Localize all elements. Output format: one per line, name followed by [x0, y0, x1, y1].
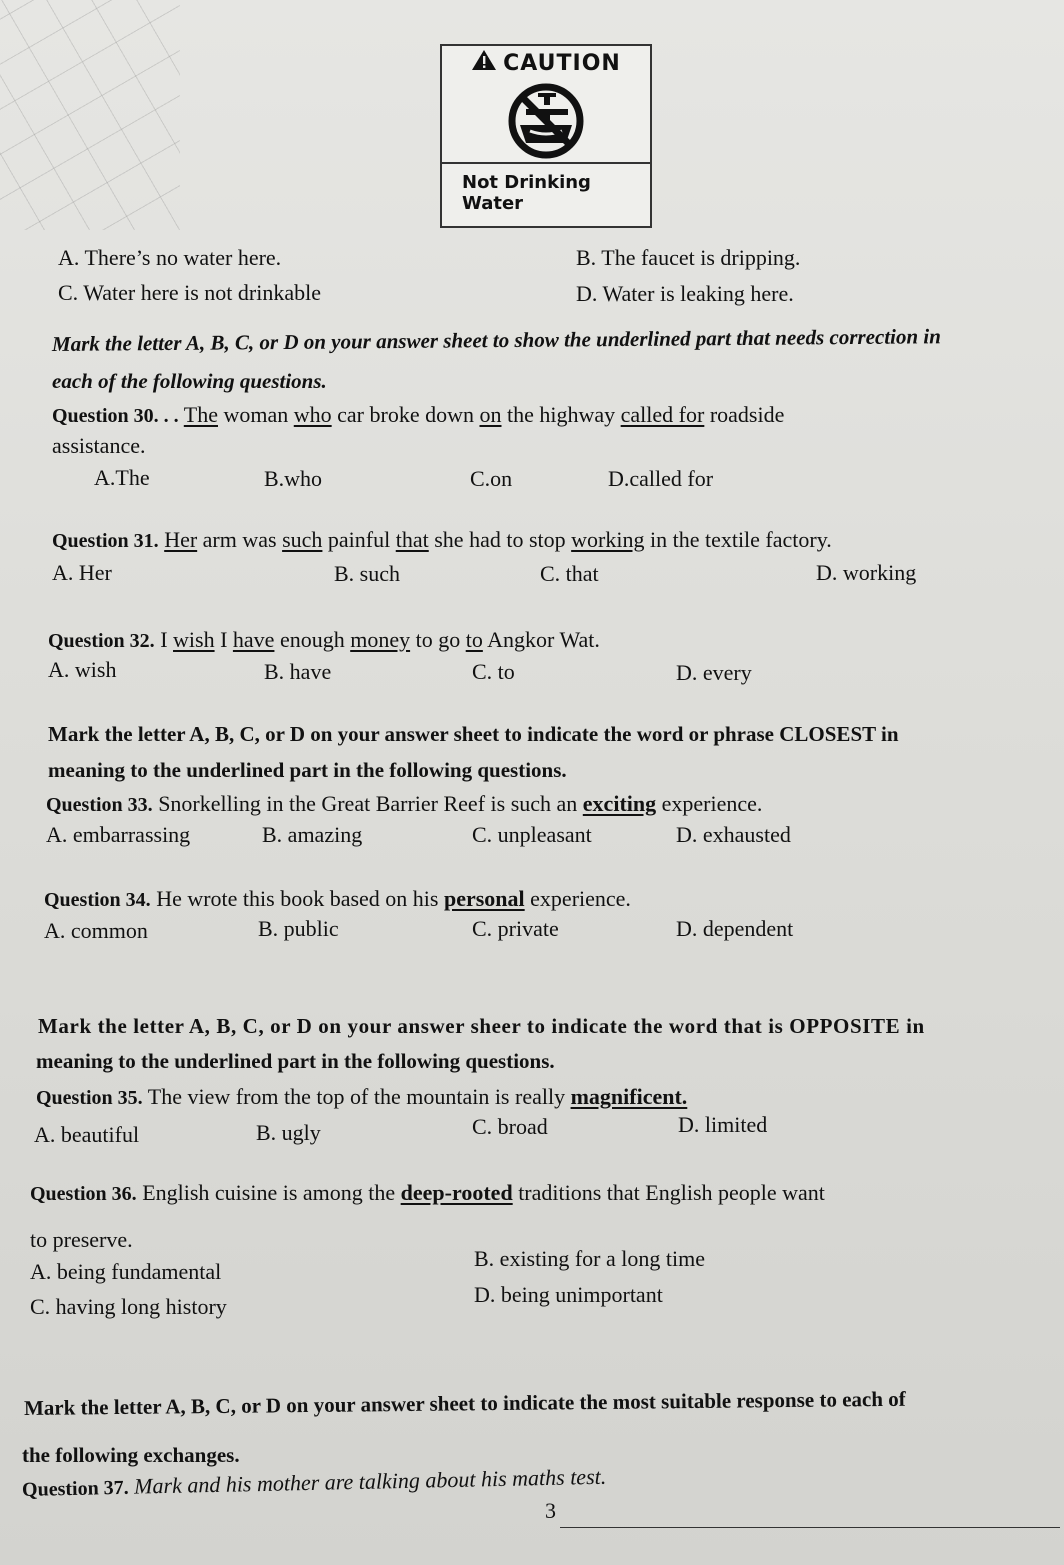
q32-underlined-a: wish	[173, 627, 215, 652]
q36-option-d: D. being unimportant	[474, 1282, 663, 1307]
q30-sentence-line-2: assistance.	[52, 433, 146, 458]
section-2-instruction-line-1: Mark the letter A, B, C, or D on your answer sheet to indicate the word or phrase CLOSEST in	[48, 722, 899, 746]
q34-text: He wrote this book based on his	[156, 886, 439, 911]
q31-text: in the textile factory.	[649, 527, 832, 552]
q30-option-b: B.who	[264, 466, 323, 491]
q35-text: The view from the top of the mountain is really	[147, 1084, 566, 1109]
q33-option-b: B. amazing	[262, 822, 363, 847]
no-drinking-water-icon	[442, 80, 650, 162]
section-4-instruction-line-1: Mark the letter A, B, C, or D on your answer sheet to indicate the most suitable response to each of	[23, 1386, 906, 1420]
q32-text: I	[220, 627, 228, 652]
q34-option-d: D. dependent	[676, 916, 794, 941]
q31-label: Question 31.	[52, 530, 159, 552]
q33-underlined-word: exciting	[582, 791, 657, 816]
q30-text: the highway	[507, 402, 616, 427]
q34-option-a: A. common	[44, 918, 148, 943]
sign-line-2: Water	[462, 193, 524, 214]
q30-underlined-a: The	[183, 402, 218, 427]
section-2-instruction-line-2: meaning to the underlined part in the following questions.	[48, 758, 567, 782]
q37-text: Mark and his mother are talking about his maths test.	[133, 1463, 607, 1499]
q29-option-d: D. Water is leaking here.	[576, 281, 794, 306]
q32-option-a: A. wish	[48, 657, 117, 682]
q34-label: Question 34.	[44, 889, 151, 911]
q32-underlined-d: to	[465, 627, 483, 652]
q36-sentence	[30, 1180, 825, 1206]
q30-underlined-c: on	[479, 402, 502, 427]
q32-underlined-b: have	[232, 627, 275, 652]
q36-sentence-line-2: to preserve.	[30, 1227, 133, 1252]
q36-underlined-word: deep-rooted	[400, 1180, 513, 1205]
q32-option-c: C. to	[472, 659, 515, 684]
q37-label: Question 37.	[21, 1476, 129, 1501]
footer-rule	[560, 1527, 1060, 1528]
q30-label: Question 30. . .	[52, 405, 179, 427]
q36-option-a: A. being fundamental	[30, 1259, 222, 1284]
q31-text: she had to stop	[434, 527, 566, 552]
sign-caption	[442, 164, 650, 214]
q31-sentence	[52, 527, 832, 553]
q31-option-a: A. Her	[52, 560, 112, 585]
q35-sentence	[36, 1084, 687, 1110]
q35-underlined-word: magnificent.	[570, 1084, 688, 1109]
q33-text: Snorkelling in the Great Barrier Reef is such an	[158, 791, 578, 816]
q34-text: experience.	[530, 886, 631, 911]
q32-option-b: B. have	[264, 659, 332, 684]
q33-label: Question 33.	[46, 794, 153, 816]
sign-caution-text: CAUTION	[503, 50, 621, 76]
q31-option-c: C. that	[540, 561, 599, 586]
q34-option-c: C. private	[472, 916, 559, 941]
q32-text: to go	[415, 627, 461, 652]
q33-sentence	[46, 791, 762, 817]
q32-label: Question 32.	[48, 630, 155, 652]
q34-sentence	[44, 886, 631, 912]
graph-paper-corner	[0, 0, 180, 230]
page-number: 3	[545, 1498, 556, 1523]
q30-sentence	[52, 402, 784, 428]
q32-sentence	[48, 627, 600, 653]
q30-option-c: C.on	[470, 466, 513, 491]
section-3-instruction-line-1: Mark the letter A, B, C, or D on your answer sheer to indicate the word that is OPPOSITE in	[38, 1014, 925, 1038]
caution-sign	[440, 44, 652, 228]
q30-option-a: A.The	[94, 465, 150, 490]
q31-option-b: B. such	[334, 561, 400, 586]
q32-option-d: D. every	[676, 660, 752, 685]
q35-label: Question 35.	[36, 1087, 143, 1109]
q32-text: I	[160, 627, 168, 652]
section-1-instruction-line-1: Mark the letter A, B, C, or D on your answer sheet to show the underlined part that needs correction in	[51, 324, 941, 356]
q36-label: Question 36.	[30, 1183, 137, 1205]
q31-underlined-b: such	[282, 527, 323, 552]
q32-underlined-c: money	[350, 627, 411, 652]
q30-underlined-b: who	[293, 402, 332, 427]
q35-option-c: C. broad	[472, 1114, 548, 1139]
q33-option-c: C. unpleasant	[472, 822, 592, 847]
q36-option-c: C. having long history	[30, 1294, 227, 1319]
q31-option-d: D. working	[816, 560, 917, 585]
q36-text: English cuisine is among the	[142, 1180, 396, 1205]
q31-underlined-a: Her	[164, 527, 198, 552]
q36-text: traditions that English people want	[518, 1180, 825, 1205]
section-1-instruction-line-2: each of the following questions.	[52, 369, 327, 393]
q29-option-b: B. The faucet is dripping.	[576, 245, 801, 270]
q35-option-d: D. limited	[678, 1112, 768, 1137]
q34-underlined-word: personal	[443, 886, 525, 911]
q33-text: experience.	[661, 791, 763, 816]
q29-option-a: A. There’s no water here.	[58, 245, 282, 270]
section-3-instruction-line-2: meaning to the underlined part in the following questions.	[36, 1049, 555, 1073]
q29-option-c: C. Water here is not drinkable	[58, 280, 321, 305]
q31-underlined-d: working	[571, 527, 645, 552]
q36-option-b: B. existing for a long time	[474, 1246, 705, 1271]
q32-text: enough	[279, 627, 345, 652]
q30-option-d: D.called for	[608, 466, 714, 491]
q32-text: Angkor Wat.	[487, 627, 600, 652]
section-4-instruction-line-2: the following exchanges.	[22, 1443, 240, 1467]
q35-option-a: A. beautiful	[34, 1122, 140, 1147]
q34-option-b: B. public	[258, 916, 339, 941]
sign-line-1: Not Drinking	[462, 172, 591, 193]
q30-text: roadside	[709, 402, 785, 427]
warning-triangle-icon	[471, 49, 497, 77]
q30-underlined-d: called for	[620, 402, 705, 427]
q33-option-d: D. exhausted	[676, 822, 791, 847]
q31-underlined-c: that	[395, 527, 429, 552]
q33-option-a: A. embarrassing	[46, 822, 191, 847]
sign-header	[442, 46, 650, 80]
q30-text: woman	[223, 402, 289, 427]
q31-text: arm was	[202, 527, 277, 552]
q30-text: car broke down	[337, 402, 474, 427]
q31-text: painful	[327, 527, 391, 552]
q35-option-b: B. ugly	[256, 1120, 321, 1145]
